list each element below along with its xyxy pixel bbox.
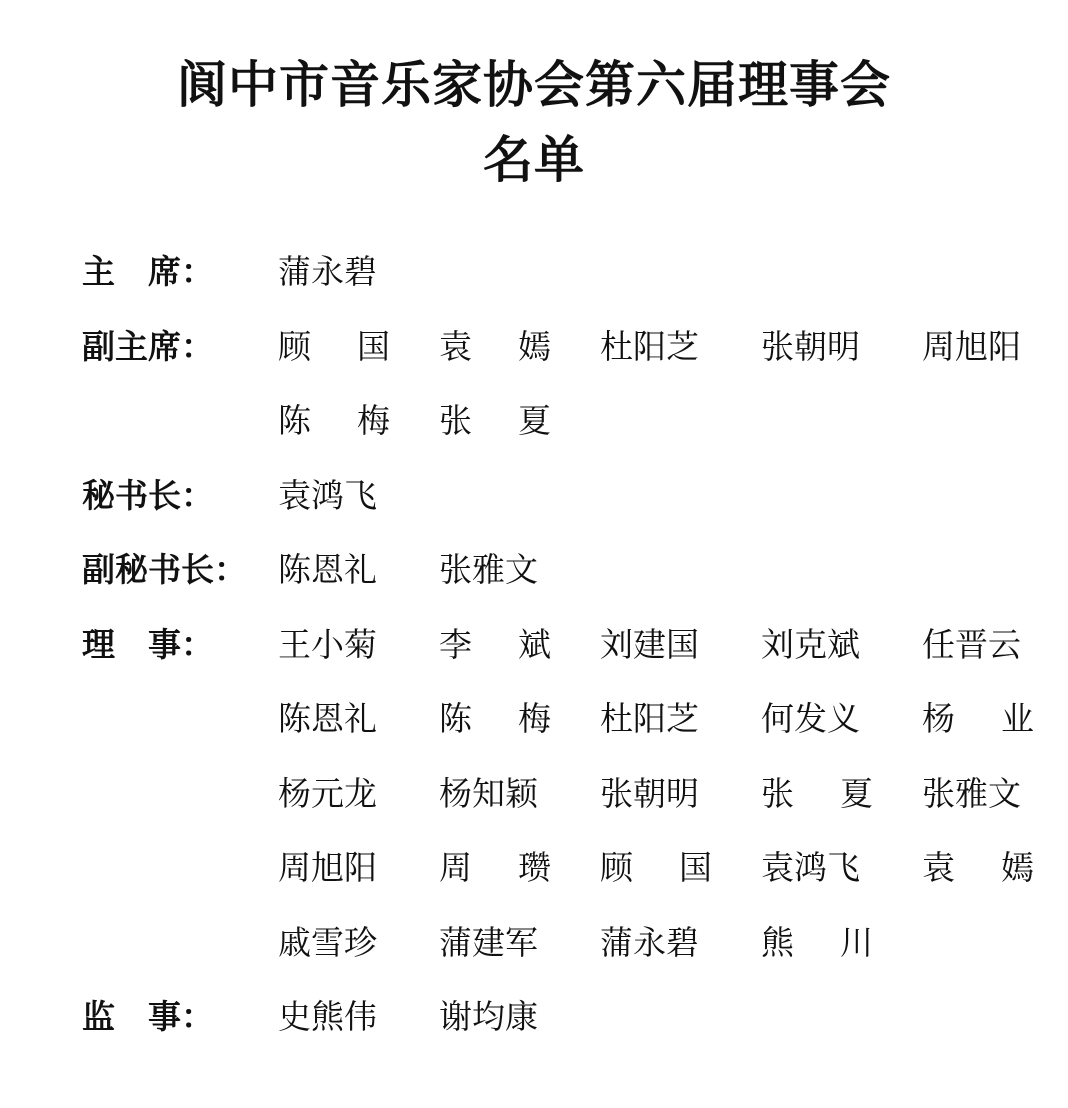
- document-title: 阆中市音乐家协会第六届理事会: [177, 56, 891, 114]
- member-name: 袁鸿飞: [278, 475, 377, 515]
- member-name: 周旭阳: [922, 326, 1021, 366]
- member-name: 张雅文: [922, 773, 1021, 813]
- member-name: 张雅文: [439, 550, 538, 589]
- member-name: 熊川: [761, 922, 873, 962]
- member-name: 陈恩礼: [278, 699, 377, 738]
- member-name: 蒲建军: [439, 922, 538, 962]
- member-name: 袁鸿飞: [761, 848, 860, 887]
- role-label: 监 事：: [82, 997, 214, 1036]
- member-name: 刘建国: [600, 624, 699, 664]
- member-name: 袁嫣: [922, 848, 1034, 887]
- member-name: 史熊伟: [278, 997, 377, 1036]
- member-name: 杨业: [922, 699, 1034, 738]
- member-name: 任晋云: [922, 624, 1021, 664]
- member-name: 张朝明: [600, 773, 699, 813]
- member-name: 刘克斌: [761, 624, 860, 664]
- member-name: 蒲永碧: [600, 922, 699, 962]
- member-name: 张朝明: [761, 326, 860, 366]
- member-name: 顾国: [600, 848, 712, 887]
- member-name: 顾国: [278, 326, 390, 366]
- member-name: 杨元龙: [278, 773, 377, 813]
- member-name: 张夏: [761, 773, 873, 813]
- member-name: 陈梅: [278, 401, 390, 440]
- member-name: 王小菊: [278, 624, 377, 664]
- member-name: 蒲永碧: [278, 252, 377, 291]
- role-label: 副主席：: [82, 326, 214, 366]
- member-name: 何发义: [761, 699, 860, 738]
- role-label: 秘书长：: [82, 475, 214, 515]
- role-label: 主 席：: [82, 252, 214, 291]
- member-name: 周旭阳: [278, 848, 377, 887]
- member-name: 周瓒: [439, 848, 551, 887]
- document-subtitle: 名单: [483, 131, 585, 189]
- role-label: 理 事：: [82, 624, 214, 664]
- member-name: 张夏: [439, 401, 551, 440]
- member-name: 陈恩礼: [278, 550, 377, 589]
- member-name: 李斌: [439, 624, 551, 664]
- member-name: 袁嫣: [439, 326, 551, 366]
- member-name: 戚雪珍: [278, 922, 377, 962]
- member-name: 杨知颖: [439, 773, 538, 813]
- member-name: 谢均康: [439, 997, 538, 1036]
- member-name: 杜阳芝: [600, 326, 699, 366]
- role-label: 副秘书长：: [82, 550, 247, 589]
- member-name: 陈梅: [439, 699, 551, 738]
- member-name: 杜阳芝: [600, 699, 699, 738]
